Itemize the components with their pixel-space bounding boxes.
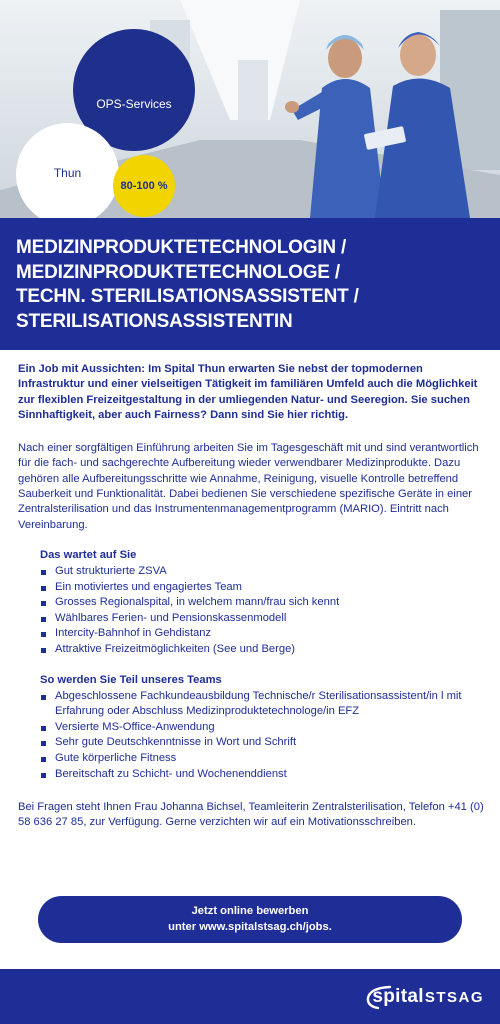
location-badge xyxy=(16,123,119,218)
requirements-section xyxy=(40,674,484,783)
department-badge-label: OPS-Services xyxy=(96,97,172,111)
list-item: Gute körperliche Fitness xyxy=(40,751,484,767)
workload-badge xyxy=(113,155,175,217)
list-item: Wählbares Ferien- und Pensionskassenmodell xyxy=(40,611,484,627)
job-title-line: STERILISATIONSASSISTENTIN xyxy=(16,310,293,332)
job-title-line: MEDIZINPRODUKTETECHNOLOGE / xyxy=(16,261,340,283)
location-badge-label: Thun xyxy=(53,165,82,180)
job-description xyxy=(18,362,484,831)
job-title xyxy=(16,236,486,334)
title-band xyxy=(0,218,500,350)
list-item: Attraktive Freizeitmöglichkeiten (See und Berge) xyxy=(40,642,484,658)
workload-badge-label: 80-100 % xyxy=(120,180,168,192)
footer xyxy=(0,969,500,1024)
requirements-heading: So werden Sie Teil unseres Teams xyxy=(40,673,222,686)
list-item: Grosses Regionalspital, in welchem mann/frau sich kennt xyxy=(40,595,484,611)
list-item: Ein motiviertes und engagiertes Team xyxy=(40,580,484,596)
logo-text-spital: spital xyxy=(372,986,424,1007)
requirements-list xyxy=(40,689,484,783)
list-item: Sehr gute Deutschkenntnisse in Wort und Schrift xyxy=(40,735,484,751)
hero-photo xyxy=(0,0,500,218)
job-title-line: TECHN. STERILISATIONSASSISTENT / xyxy=(16,286,359,307)
list-item: Versierte MS-Office-Anwendung xyxy=(40,720,484,736)
apply-online-button[interactable] xyxy=(38,896,462,943)
list-item: Abgeschlossene Fachkundeausbildung Technische/r Sterilisationsassistent/in l mit Erfahrung oder Abschluss Medizinproduktetechnologe/in EFZ xyxy=(40,689,484,720)
list-item: Intercity-Bahnhof in Gehdistanz xyxy=(40,626,484,642)
list-item: Gut strukturierte ZSVA xyxy=(40,564,484,580)
apply-button-line1: Jetzt online bewerben xyxy=(191,905,309,917)
lead-paragraph: Ein Job mit Aussichten: Im Spital Thun erwarten Sie nebst der topmodernen Infrastruktur und einer vielseitigen Tätigkeit im familiären Umfeld auch die Möglichkeit zur flexiblen Freizeitgestaltung in der umliegenden Natur- und Seeregion. Sie suchen Sinnhaftigkeit, aber auch Fairness? Dann sind Sie hier richtig. xyxy=(18,363,478,421)
apply-button-line2: unter www.spitalstsag.ch/jobs. xyxy=(168,920,332,933)
offer-section xyxy=(40,549,484,658)
spital-stsag-logo xyxy=(364,983,484,1011)
contact-paragraph: Bei Fragen steht Ihnen Frau Johanna Bichsel, Teamleiterin Zentralsterilisation, Telefon +41 (0) 58 636 27 85, zur Verfügung. Gerne verzichten wir auf ein Motivationsschreiben. xyxy=(18,801,484,829)
logo-text-stsag: STSAG xyxy=(424,988,484,1006)
job-title-line: MEDIZINPRODUKTETECHNOLOGIN / xyxy=(16,237,347,258)
offer-heading: Das wartet auf Sie xyxy=(40,548,137,561)
description-paragraph: Nach einer sorgfältigen Einführung arbeiten Sie im Tagesgeschäft mit und sind verantwortlich für die fach- und sachgerechte Aufbereitung wieder verwendbarer Medizinprodukte. Dazu gehören alle Aufbereitungsschritte wie Annahme, Reinigung, visuelle Kontrolle betreffend Sauberkeit und Funktionalität. Dabei bedienen Sie verschiedene spezifische Geräte in einer Zentralsterilisation und das Instrumentenmanagementprogramm (MARIO). Eintritt nach Vereinbarung. xyxy=(18,442,479,531)
offer-list xyxy=(40,564,484,658)
list-item: Bereitschaft zu Schicht- und Wochenenddienst xyxy=(40,767,484,783)
